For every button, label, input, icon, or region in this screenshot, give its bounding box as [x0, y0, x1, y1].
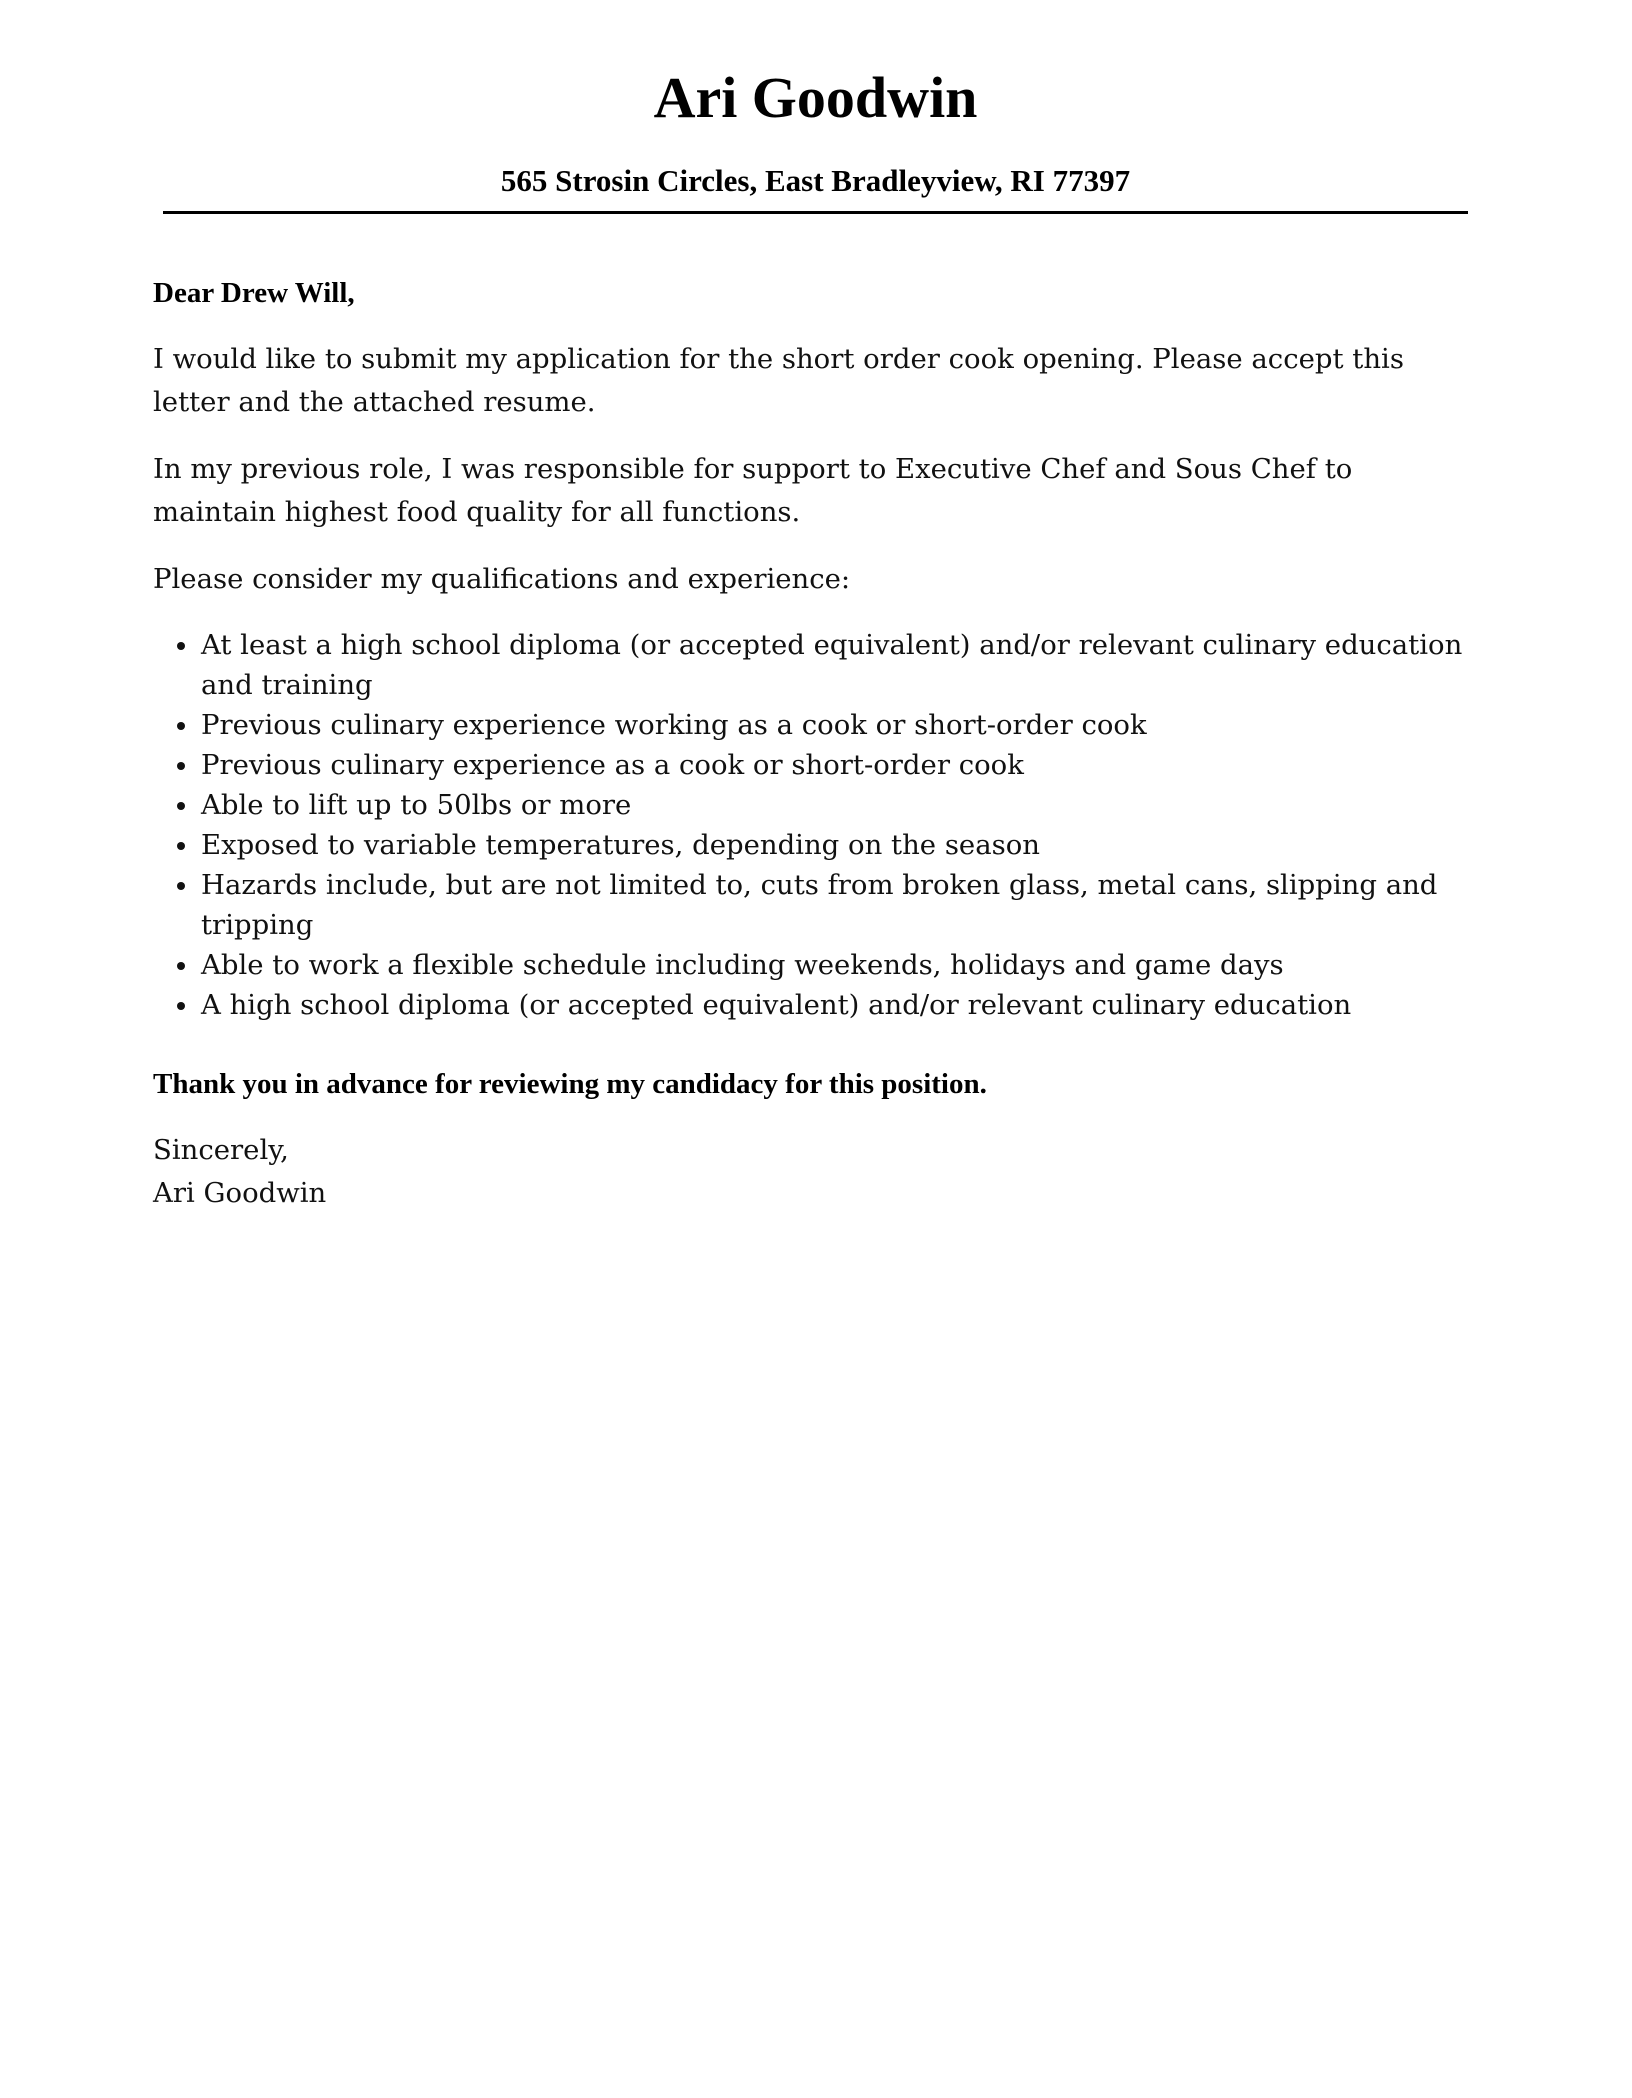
bullet-icon: [177, 962, 185, 970]
list-item: [153, 985, 1483, 1025]
header-divider: [163, 211, 1468, 214]
sender-name: Ari Goodwin: [653, 65, 978, 130]
signature-name: Ari Goodwin: [153, 1177, 327, 1209]
list-item-text: Able to lift up to 50lbs or more: [201, 789, 632, 821]
list-item: [153, 625, 1483, 705]
bullet-icon: [177, 802, 185, 810]
bullet-icon: [177, 842, 185, 850]
list-item: [153, 745, 1483, 785]
list-item: [153, 825, 1483, 865]
list-item: [153, 945, 1483, 985]
qualifications-list: [153, 625, 1483, 1025]
sender-address: 565 Strosin Circles, East Bradleyview, RI 77397: [500, 163, 1131, 198]
signoff: Sincerely,: [153, 1134, 289, 1166]
list-item: [153, 705, 1483, 745]
list-item-text: A high school diploma (or accepted equivalent) and/or relevant culinary education: [201, 989, 1352, 1021]
list-item-text: Hazards include, but are not limited to, cuts from broken glass, metal cans, slipping and tripping: [201, 869, 1438, 941]
list-item-text: Previous culinary experience as a cook or short-order cook: [201, 749, 1024, 781]
list-item: [153, 865, 1483, 945]
list-item-text: At least a high school diploma (or accepted equivalent) and/or relevant culinary education and training: [201, 629, 1463, 701]
list-item-text: Exposed to variable temperatures, depending on the season: [201, 829, 1040, 861]
letter-header: [163, 58, 1468, 198]
closing-line: Thank you in advance for reviewing my candidacy for this position.: [153, 1068, 987, 1100]
salutation: Dear Drew Will,: [153, 277, 355, 309]
letter-body: [153, 272, 1483, 1215]
bullet-icon: [177, 882, 185, 890]
bullet-icon: [177, 1002, 185, 1010]
bullet-icon: [177, 642, 185, 650]
bullet-icon: [177, 722, 185, 730]
paragraph-previous-role: In my previous role, I was responsible for support to Executive Chef and Sous Chef to maintain highest food quality for all functions.: [153, 453, 1353, 528]
list-item: [153, 785, 1483, 825]
list-item-text: Able to work a flexible schedule including weekends, holidays and game days: [201, 949, 1284, 981]
qualifications-intro: Please consider my qualifications and experience:: [153, 563, 851, 595]
paragraph-intro: I would like to submit my application for the short order cook opening. Please accept this letter and the attached resume.: [153, 343, 1404, 418]
list-item-text: Previous culinary experience working as a cook or short-order cook: [201, 709, 1147, 741]
bullet-icon: [177, 762, 185, 770]
